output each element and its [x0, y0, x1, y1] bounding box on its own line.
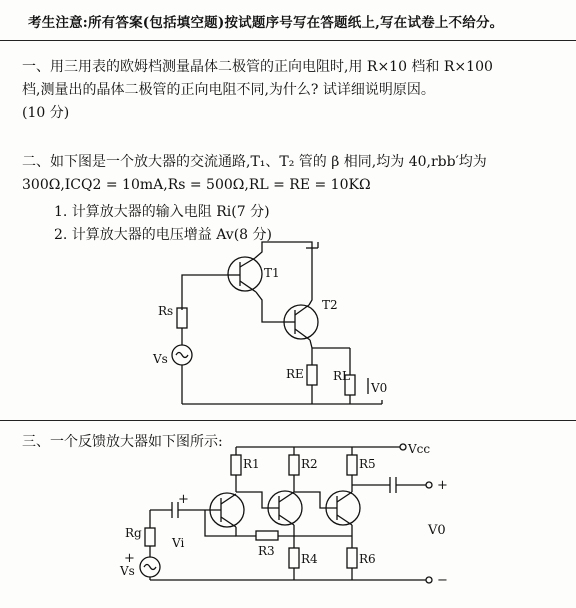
label-r4: R4 [301, 552, 318, 566]
label-vs2: Vs [120, 564, 135, 578]
resistor-r5 [347, 455, 357, 475]
label-rl: RL [333, 369, 351, 383]
label-minus-out: − [437, 573, 448, 588]
q2-line2: 300Ω,ICQ2 = 10mA,Rs = 500Ω,RL = RE = 10KΩ [22, 177, 371, 193]
q1-line1: 一、用三用表的欧姆档测量晶体二极管的正向电阻时,用 R×10 档和 R×100 [22, 59, 493, 75]
label-r6: R6 [359, 552, 376, 566]
vcc-terminal [400, 444, 406, 450]
exam-notice: 考生注意:所有答案(包括填空题)按试题序号写在答题纸上,写在试卷上不给分。 [28, 15, 504, 31]
label-re: RE [286, 367, 304, 381]
label-t2: T2 [322, 298, 338, 312]
label-vo: V0 [371, 381, 388, 395]
q2-item2: 2. 计算放大器的电压增益 Av(8 分) [54, 227, 272, 243]
resistor-rg [145, 528, 155, 546]
label-plus-in: + [178, 492, 189, 507]
label-rs: Rs [158, 304, 174, 318]
label-vo2: V0 [428, 523, 446, 538]
label-vi: Vi [172, 536, 185, 550]
output-plus-terminal [426, 482, 432, 488]
label-r3: R3 [258, 544, 275, 558]
q1-score: (10 分) [22, 105, 70, 121]
resistor-r3 [256, 531, 278, 540]
resistor-r6 [347, 548, 357, 568]
label-t1: T1 [264, 266, 280, 280]
label-plus-src: + [124, 551, 135, 566]
label-rg: Rg [125, 526, 142, 540]
label-plus-out: + [437, 478, 448, 493]
resistor-r1 [231, 455, 241, 475]
q2-item1: 1. 计算放大器的输入电阻 Ri(7 分) [54, 204, 270, 220]
resistor-r2 [289, 455, 299, 475]
output-minus-terminal [426, 577, 432, 583]
label-r2: R2 [301, 457, 318, 471]
q2-line1: 二、如下图是一个放大器的交流通路,T₁、T₂ 管的 β 相同,均为 40,rbb′均为 [22, 154, 487, 170]
label-vs: Vs [153, 352, 168, 366]
q3-line1: 三、一个反馈放大器如下图所示: [22, 434, 223, 450]
label-r1: R1 [243, 457, 260, 471]
label-r5: R5 [359, 457, 376, 471]
resistor-r4 [289, 548, 299, 568]
label-vcc: Vcc [408, 442, 431, 456]
q1-line2: 档,测量出的晶体二极管的正向电阻不同,为什么? 试详细说明原因。 [22, 82, 435, 98]
